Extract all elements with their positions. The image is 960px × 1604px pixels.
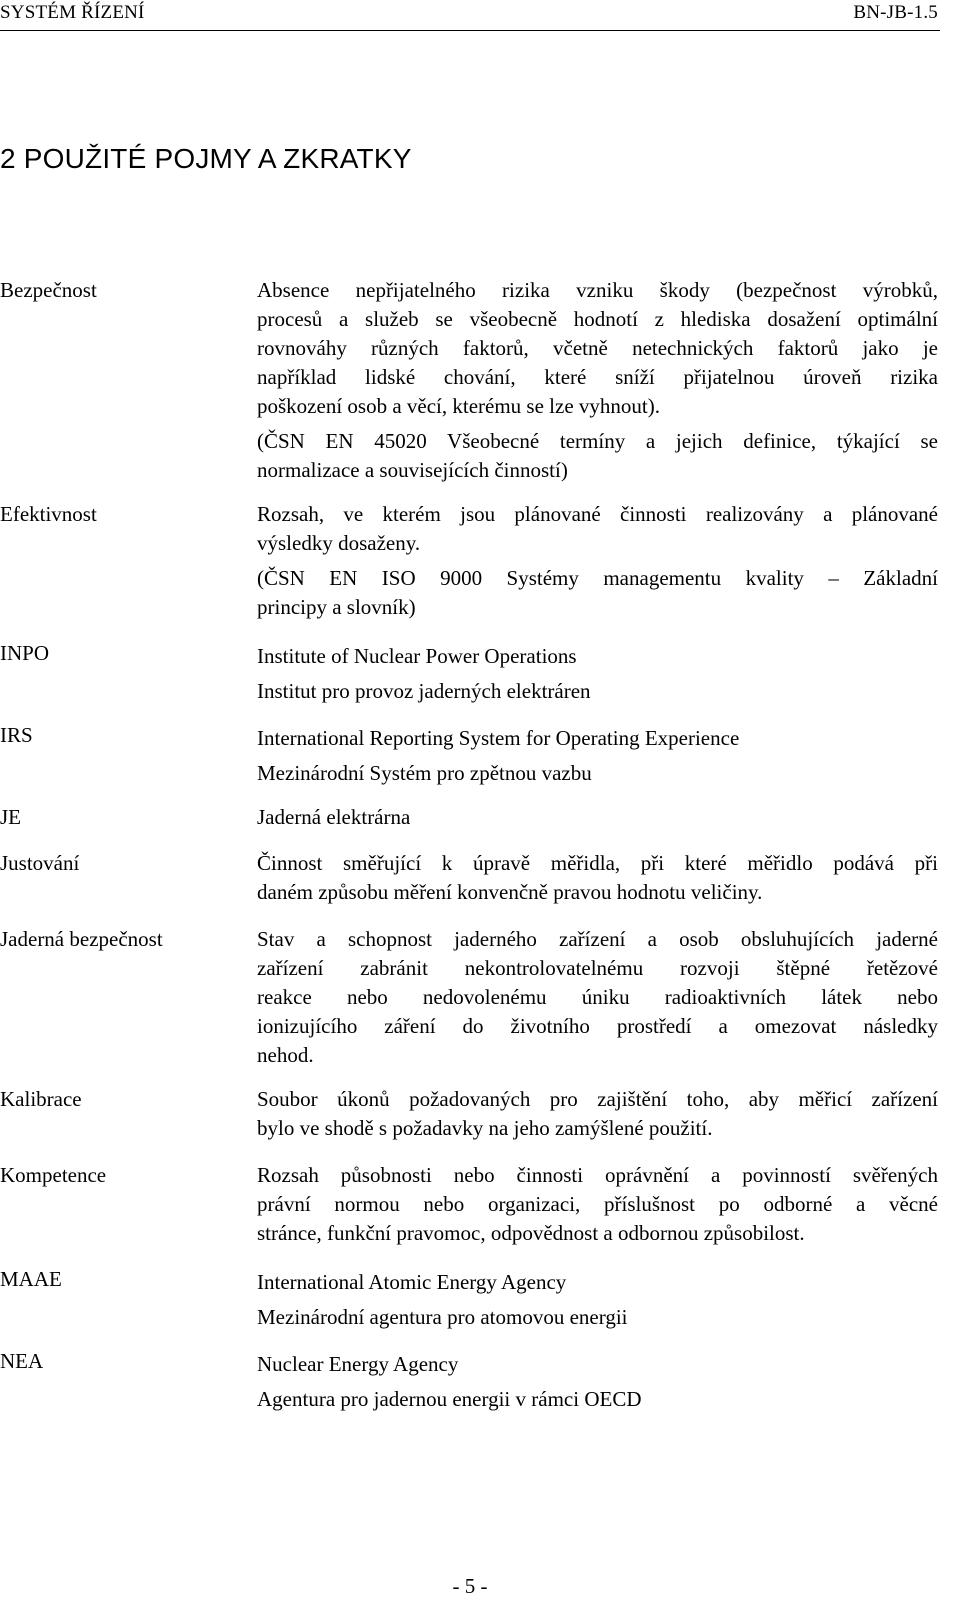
definition-je xyxy=(257,803,938,832)
definition-justovani xyxy=(257,849,938,907)
definition-line: reakce nebo nedovolenému úniku radioaktivních látek nebo xyxy=(257,985,938,1009)
definition-line: Institut pro provoz jaderných elektráren xyxy=(257,679,591,703)
definition-line: zařízení zabránit nekontrolovatelnému rozvoji štěpné řetězové xyxy=(257,956,938,980)
definition-line: Stav a schopnost jaderného zařízení a osob obsluhujících jaderné xyxy=(257,927,938,951)
definition-line: Rozsah působnosti nebo činnosti oprávnění a povinností svěřených xyxy=(257,1163,938,1187)
header-divider xyxy=(0,30,940,31)
term-irs: IRS xyxy=(0,723,33,747)
header-right: BN-JB-1.5 xyxy=(853,2,938,23)
term-kompetence: Kompetence xyxy=(0,1163,107,1187)
definition-line: právní normou nebo organizaci, příslušnost po odborné a věcné xyxy=(257,1192,938,1216)
source-reference-line: (ČSN EN 45020 Všeobecné termíny a jejich definice, týkající se xyxy=(257,429,938,453)
definition-line: Institute of Nuclear Power Operations xyxy=(257,644,577,668)
definition-line: výsledky dosaženy. xyxy=(257,531,421,555)
definition-line: Nuclear Energy Agency xyxy=(257,1352,459,1376)
definition-line: International Atomic Energy Agency xyxy=(257,1270,567,1294)
definition-bezpecnost xyxy=(257,276,938,485)
definition-line: ionizujícího záření do životního prostředí a omezovat následky xyxy=(257,1014,938,1038)
definition-line: například lidské chování, které sníží přijatelnou úroveň rizika xyxy=(257,365,938,389)
definition-line: Jaderná elektrárna xyxy=(257,805,411,829)
definition-jaderna-bezpecnost xyxy=(257,925,938,1070)
definition-maae xyxy=(257,1265,938,1335)
definition-line: International Reporting System for Operating Experience xyxy=(257,726,740,750)
term-maae: MAAE xyxy=(0,1267,62,1291)
definition-irs xyxy=(257,721,938,791)
definition-inpo xyxy=(257,639,938,709)
definition-line: rovnováhy různých faktorů, včetně netechnických faktorů jako je xyxy=(257,336,938,360)
source-reference-line: (ČSN EN ISO 9000 Systémy managementu kvality – Základní xyxy=(257,566,938,590)
definition-line: Rozsah, ve kterém jsou plánované činnosti realizovány a plánované xyxy=(257,502,938,526)
term-je: JE xyxy=(0,805,21,829)
definition-kalibrace xyxy=(257,1085,938,1143)
definition-line: daném způsobu měření konvenčně pravou hodnotu veličiny. xyxy=(257,880,763,904)
definition-line: Činnost směřující k úpravě měřidla, při které měřidlo podává při xyxy=(257,851,938,875)
definition-nea xyxy=(257,1347,938,1417)
header-left: SYSTÉM ŘÍZENÍ xyxy=(0,2,145,23)
term-justovani: Justování xyxy=(0,851,80,875)
definition-line: Mezinárodní agentura pro atomovou energii xyxy=(257,1305,628,1329)
definition-line: nehod. xyxy=(257,1043,314,1067)
definition-efektivnost xyxy=(257,500,938,622)
term-jaderna-bezpecnost: Jaderná bezpečnost xyxy=(0,927,163,951)
definition-line: bylo ve shodě s požadavky na jeho zamýšlené použití. xyxy=(257,1116,713,1140)
term-bezpecnost: Bezpečnost xyxy=(0,278,97,302)
source-reference-line: normalizace a souvisejících činností) xyxy=(257,458,568,482)
definition-line: poškození osob a věcí, kterému se lze vyhnout). xyxy=(257,394,660,418)
term-kalibrace: Kalibrace xyxy=(0,1087,82,1111)
definition-kompetence xyxy=(257,1161,938,1248)
source-reference-line: principy a slovník) xyxy=(257,595,416,619)
term-efektivnost: Efektivnost xyxy=(0,502,97,526)
definition-line: Absence nepřijatelného rizika vzniku škody (bezpečnost výrobků, xyxy=(257,278,938,302)
term-nea: NEA xyxy=(0,1349,44,1373)
definition-line: stránce, funkční pravomoc, odpovědnost a odbornou způsobilost. xyxy=(257,1221,805,1245)
term-inpo: INPO xyxy=(0,641,50,665)
definition-line: Agentura pro jadernou energii v rámci OECD xyxy=(257,1387,642,1411)
definition-line: procesů a služeb se všeobecně hodnotí z hlediska dosažení optimální xyxy=(257,307,938,331)
definition-line: Soubor úkonů požadovaných pro zajištění toho, aby měřicí zařízení xyxy=(257,1087,938,1111)
definition-line: Mezinárodní Systém pro zpětnou vazbu xyxy=(257,761,592,785)
page-number: - 5 - xyxy=(452,1574,488,1598)
section-title: 2 POUŽITÉ POJMY A ZKRATKY xyxy=(0,143,412,174)
